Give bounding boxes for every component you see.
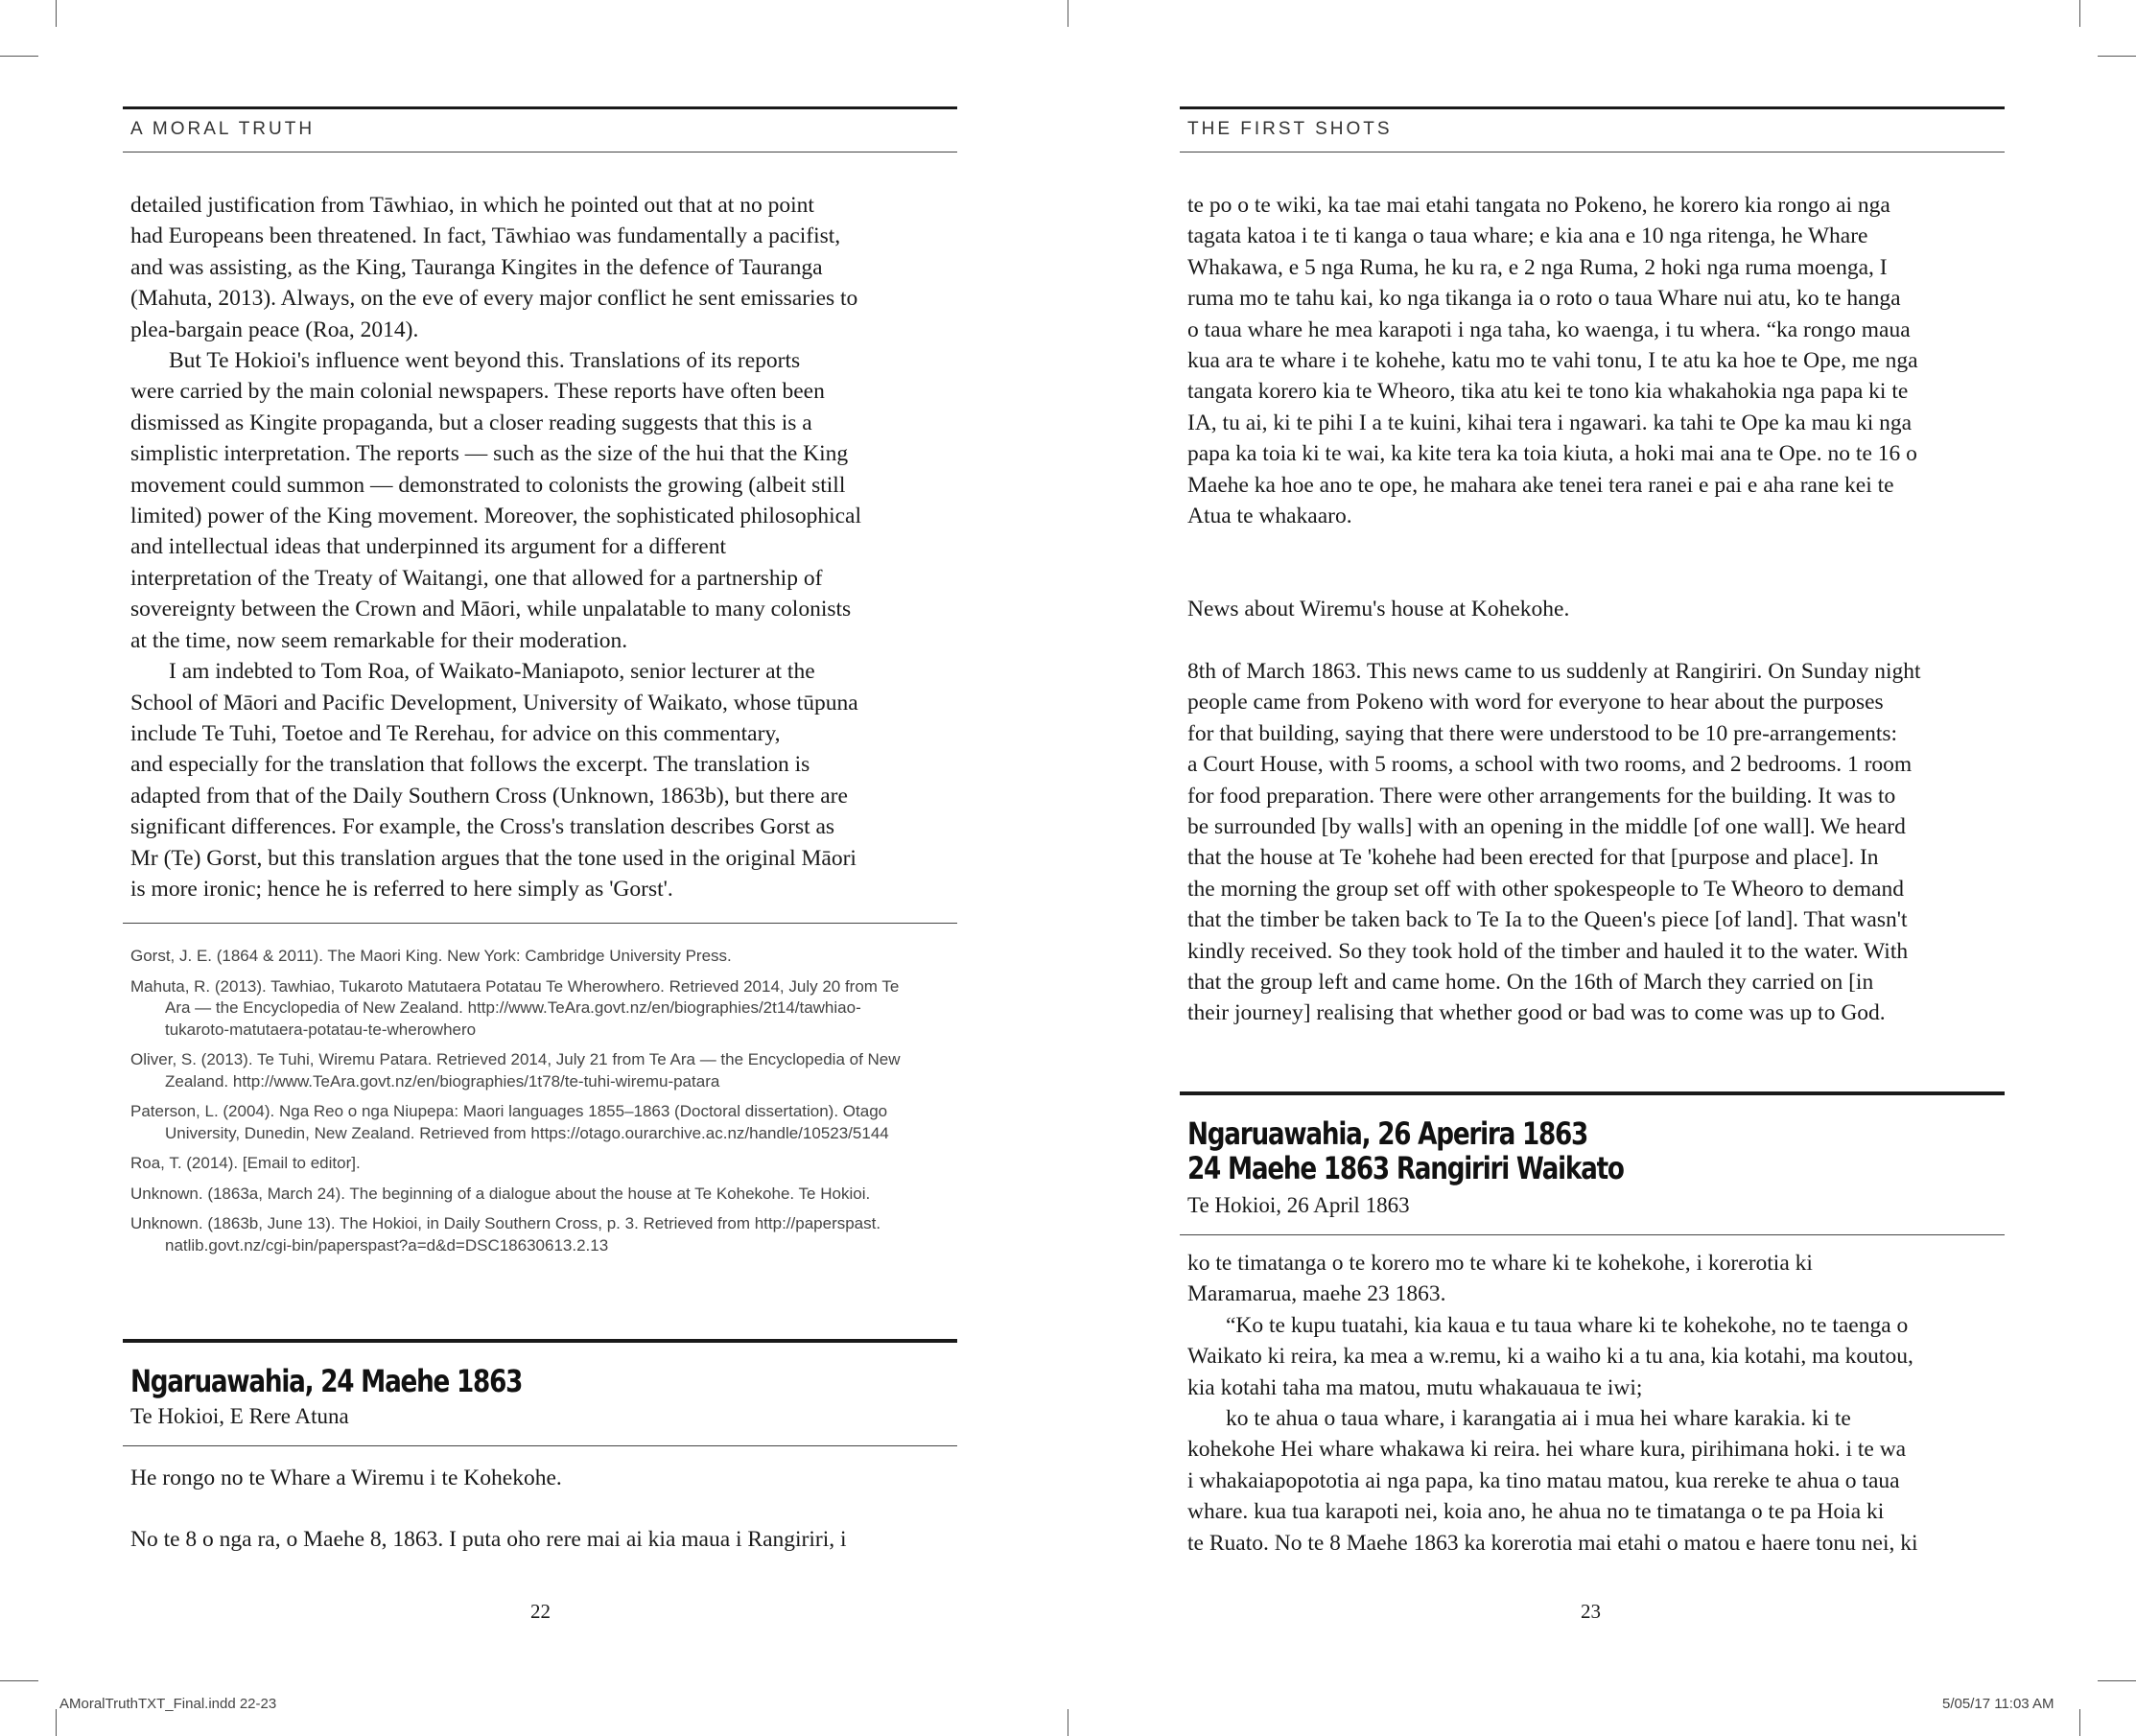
running-head: A MORAL TRUTH	[130, 119, 316, 139]
section-subrule	[123, 1445, 957, 1446]
paragraph: ko te timatanga o te korero mo te whare ki te kohekohe, i korerotia ki Maramarua, maehe 23 1863.	[1187, 1251, 1813, 1307]
crop-mark	[56, 1709, 57, 1736]
reference-item: Paterson, L. (2004). Nga Reo o nga Niupepa: Maori languages 1855–1863 (Doctoral dissertation). Otago University, Dunedin, New Zealand. Retrieved from https://otago.ourarchive.ac.nz/handle/10523/5144	[130, 1102, 889, 1142]
section-rule	[123, 1339, 957, 1343]
page-number: 23	[1581, 1600, 1601, 1623]
crop-mark	[2098, 1680, 2136, 1681]
crop-mark	[2079, 0, 2080, 27]
crop-mark	[56, 0, 57, 27]
paragraph: detailed justification from Tāwhiao, in which he pointed out that at no point had Europeans been threatened. In fact, Tāwhiao was fundamentally a pacifist, and was assisting, as the King, Tauranga Kingites in the defence of Tauranga (Mahuta, 2013). Always, on the eve of every major conflict he sent emissaries to plea-bargain peace (Roa, 2014).	[130, 193, 858, 342]
paragraph: “Ko te kupu tuatahi, kia kaua e tu taua whare ki te kohekohe, no te taenga o Waikato ki reira, ka mea a w.remu, ki a waiho ki a tu ana, kia kotahi, ma koutou, kia kotahi taha ma matou, mutu whakauaua te iwi;	[1187, 1312, 1913, 1400]
paragraph: No te 8 o nga ra, o Maehe 8, 1863. I puta oho rere mai ai kia maua i Rangiriri, i	[130, 1527, 847, 1553]
body-text	[130, 190, 957, 904]
section-source: Te Hokioi, E Rere Atuna	[130, 1404, 349, 1428]
paragraph: I am indebted to Tom Roa, of Waikato-Maniapoto, senior lecturer at the School of Māori and Pacific Development, University of Waikato, whose tūpuna include Te Tuhi, Toetoe and Te Rerehau, for advice on this commentary, and especially for the translation that follows the excerpt. The translation is adapted from that of the Daily Southern Cross (Unknown, 1863b), but there are significant differences. For example, the Cross's translation describes Gorst as Mr (Te) Gorst, but this translation argues that the tone used in the original Māori is more ironic; hence he is referred to here simply as 'Gorst'.	[130, 659, 858, 902]
section-title: Ngaruawahia, 24 Maehe 1863	[130, 1363, 523, 1399]
section-body	[130, 1463, 957, 1556]
paragraph: ko te ahua o taua whare, i karangatia ai i mua hei whare karakia. ki te kohekohe Hei whare whakawa ki reira. hei whare kura, pirihimana hoki. i te wa i whakaiapopototia ai nga papa, ka tino matau matou, kua rereke te ahua o taua whare. kua tua karapoti nei, koia ano, he ahua no te timatanga o te pa Hoia ki te Ruato. No te 8 Maehe 1863 ka korerotia mai etahi o matou e haere tonu nei, ki	[1187, 1406, 1918, 1556]
section-rule	[1180, 1091, 2005, 1095]
header-rule	[123, 106, 957, 109]
references-rule	[123, 923, 957, 924]
print-slug-timestamp: 5/05/17 11:03 AM	[1942, 1696, 2054, 1712]
section-title-line-2: 24 Maehe 1863 Rangiriri Waikato	[1187, 1150, 1624, 1186]
reference-item: Roa, T. (2014). [Email to editor].	[130, 1154, 361, 1172]
running-head: THE FIRST SHOTS	[1187, 119, 1393, 139]
crop-mark	[2079, 1709, 2080, 1736]
reference-item: Oliver, S. (2013). Te Tuhi, Wiremu Patara. Retrieved 2014, July 21 from Te Ara — the Encyclopedia of New Zealand. http://www.TeAra.govt.nz/en/biographies/1t78/te-tuhi-wiremu-patara	[130, 1050, 901, 1091]
section-body	[1187, 1248, 2005, 1559]
reference-item: Unknown. (1863a, March 24). The beginning of a dialogue about the house at Te Kohekohe. Te Hokioi.	[130, 1184, 871, 1203]
section-source: Te Hokioi, 26 April 1863	[1187, 1193, 1410, 1217]
references-list	[130, 946, 957, 1265]
print-slug-file: AMoralTruthTXT_Final.indd 22-23	[59, 1696, 277, 1712]
header-rule	[1180, 106, 2005, 109]
paragraph: te po o te wiki, ka tae mai etahi tangata no Pokeno, he korero kia rongo ai nga tagata katoa i te ti kanga o taua whare; e kia ana e 10 nga ritenga, he Whare Whakawa, e 5 nga Ruma, he ku ra, e 2 nga Ruma, 2 hoki nga ruma moenga, I ruma mo te tahu kai, ko nga tikanga ia o roto o taua Whare nui atu, ko te hanga o taua whare he mea karapoti i nga taha, ko waenga, i tu whera. “ka rongo maua kua ara te whare i te kohehe, katu mo te vahi tonu, I te atu ka hoe te Ope, me nga tangata korero kia te Wheoro, tika atu kei te tono kia whakahokia nga papa ki te IA, tu ai, ki te pihi I a te kuini, kihai tera i ngawari. ka tahi te Ope ka mau ki nga papa ka toia ki te wai, ka kite tera ka toia kiuta, a hoki mai ana te Ope. no te 16 o Maehe ka hoe ano te ope, he mahara ake tenei tera ranei e pai e aha rane kei te Atua te whakaaro.	[1187, 193, 1918, 529]
crop-mark	[0, 1680, 38, 1681]
reference-item: Gorst, J. E. (1864 & 2011). The Maori King. New York: Cambridge University Press.	[130, 947, 732, 965]
section-title-line-1: Ngaruawahia, 26 Aperira 1863	[1187, 1115, 1588, 1152]
crop-mark	[2098, 56, 2136, 57]
paragraph: He rongo no te Whare a Wiremu i te Kohekohe.	[130, 1466, 562, 1490]
paragraph: 8th of March 1863. This news came to us suddenly at Rangiriri. On Sunday night people came from Pokeno with word for everyone to hear about the purposes for that building, saying that there were understood to be 10 pre-arrangements: a Court House, with 5 rooms, a school with two rooms, and 2 bedrooms. 1 room for food preparation. There were other arrangements for the building. It was to be surrounded [by walls] with an opening in the middle [of one wall]. We heard that the house at Te 'kohehe had been erected for that [purpose and place]. In the morning the group set off with other spokespeople to Te Wheoro to demand that the timber be taken back to Te Ia to the Queen's piece [of land]. That wasn't kindly received. So they took hold of the timber and hauled it to the water. With that the group left and came home. On the 16th of March they carried on [in their journey] realising that whether good or bad was to come was up to God.	[1187, 658, 1921, 1026]
section-subrule	[1180, 1234, 2005, 1235]
crop-mark	[0, 56, 38, 57]
reference-item: Unknown. (1863b, June 13). The Hokioi, in Daily Southern Cross, p. 3. Retrieved from http://paperspast. natlib.govt.nz/cgi-bin/paperspast?a=d&d=DSC18630613.2.13	[130, 1214, 881, 1255]
page-number: 22	[530, 1600, 551, 1623]
paragraph: But Te Hokioi's influence went beyond this. Translations of its reports were carried by the main colonial newspapers. These reports have often been dismissed as Kingite propaganda, but a closer reading suggests that this is a simplistic interpretation. The reports — such as the size of the hui that the King movement could summon — demonstrated to colonists the growing (albeit still limited) power of the King movement. Moreover, the sophisticated philosophical and intellectual ideas that underpinned its argument for a different interpretation of the Treaty of Waitangi, one that allowed for a partnership of sovereignty between the Crown and Māori, while unpalatable to many colonists at the time, now seem remarkable for their moderation.	[130, 348, 861, 653]
paragraph: News about Wiremu's house at Kohekohe.	[1187, 597, 1570, 622]
body-text	[1187, 190, 2005, 1029]
reference-item: Mahuta, R. (2013). Tawhiao, Tukaroto Matutaera Potatau Te Wherowhero. Retrieved 2014, July 20 from Te Ara — the Encyclopedia of New Zealand. http://www.TeAra.govt.nz/en/biographies/2t14/tawhiao- tukaroto-matutaera-potatau-te-wherowhero	[130, 976, 900, 1039]
